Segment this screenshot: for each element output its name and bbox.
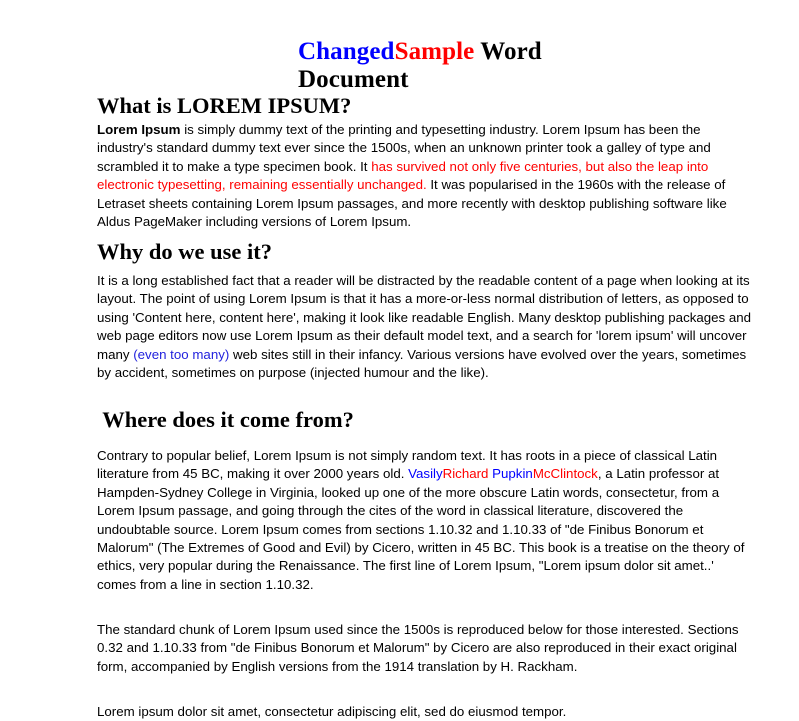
heading-where-does-it-come-from: Where does it come from? (97, 407, 354, 432)
paragraph-why-do-we-use-it (97, 272, 752, 382)
paragraph-text-part2: , a Latin professor at Hampden-Sydney College in Virginia, looked up one of the more obscure Latin words, consectetur, from a Lorem Ipsum passage, and going through the cites of the word in classical literature, discovered the undoubtable source. Lorem Ipsum comes from sections 1.10.32 and 1.10.33 of "de Finibus Bonorum et Malorum" (The Extremes of Good and Evil) by Cicero, written in 45 BC. This book is a treatise on the theory of ethics, very popular during the Renaissance. The first line of Lorem Ipsum, "Lorem ipsum dolor sit amet..' comes from a line in section 1.10.32. (97, 466, 745, 592)
document-title (298, 0, 598, 94)
author-first-name-deleted: Richard (442, 466, 489, 482)
paragraph-text-part1: is simply dummy text of the printing and typesetting industry. Lorem Ipsum has been the industry's standard dummy text ever since the 1500s, when an unknown printer took a galley of type and scrambled it to make a type specimen book. It (97, 122, 711, 174)
author-last-name-deleted: McClintock (532, 466, 598, 482)
clipped-next-paragraph: Lorem ipsum dolor sit amet, consectetur adipiscing elit, sed do eiusmod tempor. (97, 704, 567, 719)
author-last-name-inserted: Pupkin (488, 466, 533, 482)
inline-link-even-too-many[interactable]: (even too many) (133, 346, 230, 362)
author-first-name-inserted: Vasily (408, 466, 443, 482)
title-rest: Word Document (298, 38, 542, 93)
title-deleted-word: Sample (394, 38, 475, 65)
heading-what-is-lorem-ipsum: What is LOREM IPSUM? (97, 93, 352, 118)
paragraph-where-does-it-come-from (97, 447, 752, 594)
paragraph-what-is-lorem-ipsum (97, 121, 752, 231)
paragraph-standard-chunk: The standard chunk of Lorem Ipsum used since the 1500s is reproduced below for those interested. Sections 0.32 and 1.10.33 from "de Finibus Bonorum et Malorum" by Cicero are also reproduced in their exact original form, accompanied by English versions from the 1914 translation by H. Rackham. (97, 622, 739, 674)
title-inserted-word: Changed (298, 38, 395, 65)
paragraph-text-part2: It was popularised in the 1960s with the release of Letraset sheets containing Lorem Ipsum passages, and more recently with desktop publishing software like Aldus PageMaker including versions of Lorem Ipsum. (97, 177, 727, 230)
paragraph-text-part1: Contrary to popular belief, Lorem Ipsum is not simply random text. It has roots in a piece of classical Latin literature from 45 BC, making it over 2000 years old. (97, 448, 718, 482)
paragraph-text-part2: web sites still in their infancy. Various versions have evolved over the years, sometimes by accident, sometimes on purpose (injected humour and the like). (97, 346, 747, 381)
paragraph-bold-lead: Lorem Ipsum (97, 122, 181, 137)
paragraph-deleted-span: has survived not only five centuries, but also the leap into electronic typesetting, remaining essentially unchanged. (97, 158, 709, 193)
heading-why-do-we-use-it: Why do we use it? (97, 239, 273, 264)
paragraph-text-part1: It is a long established fact that a reader will be distracted by the readable content of a page when looking at its layout. The point of using Lorem Ipsum is that it has a more-or-less normal distribution of letters, as opposed to using 'Content here, content here', making it look like readable English. Many desktop publishing packages and web page editors now use Lorem Ipsum as their default model text, and a search for 'lorem ipsum' will uncover many (97, 273, 752, 362)
